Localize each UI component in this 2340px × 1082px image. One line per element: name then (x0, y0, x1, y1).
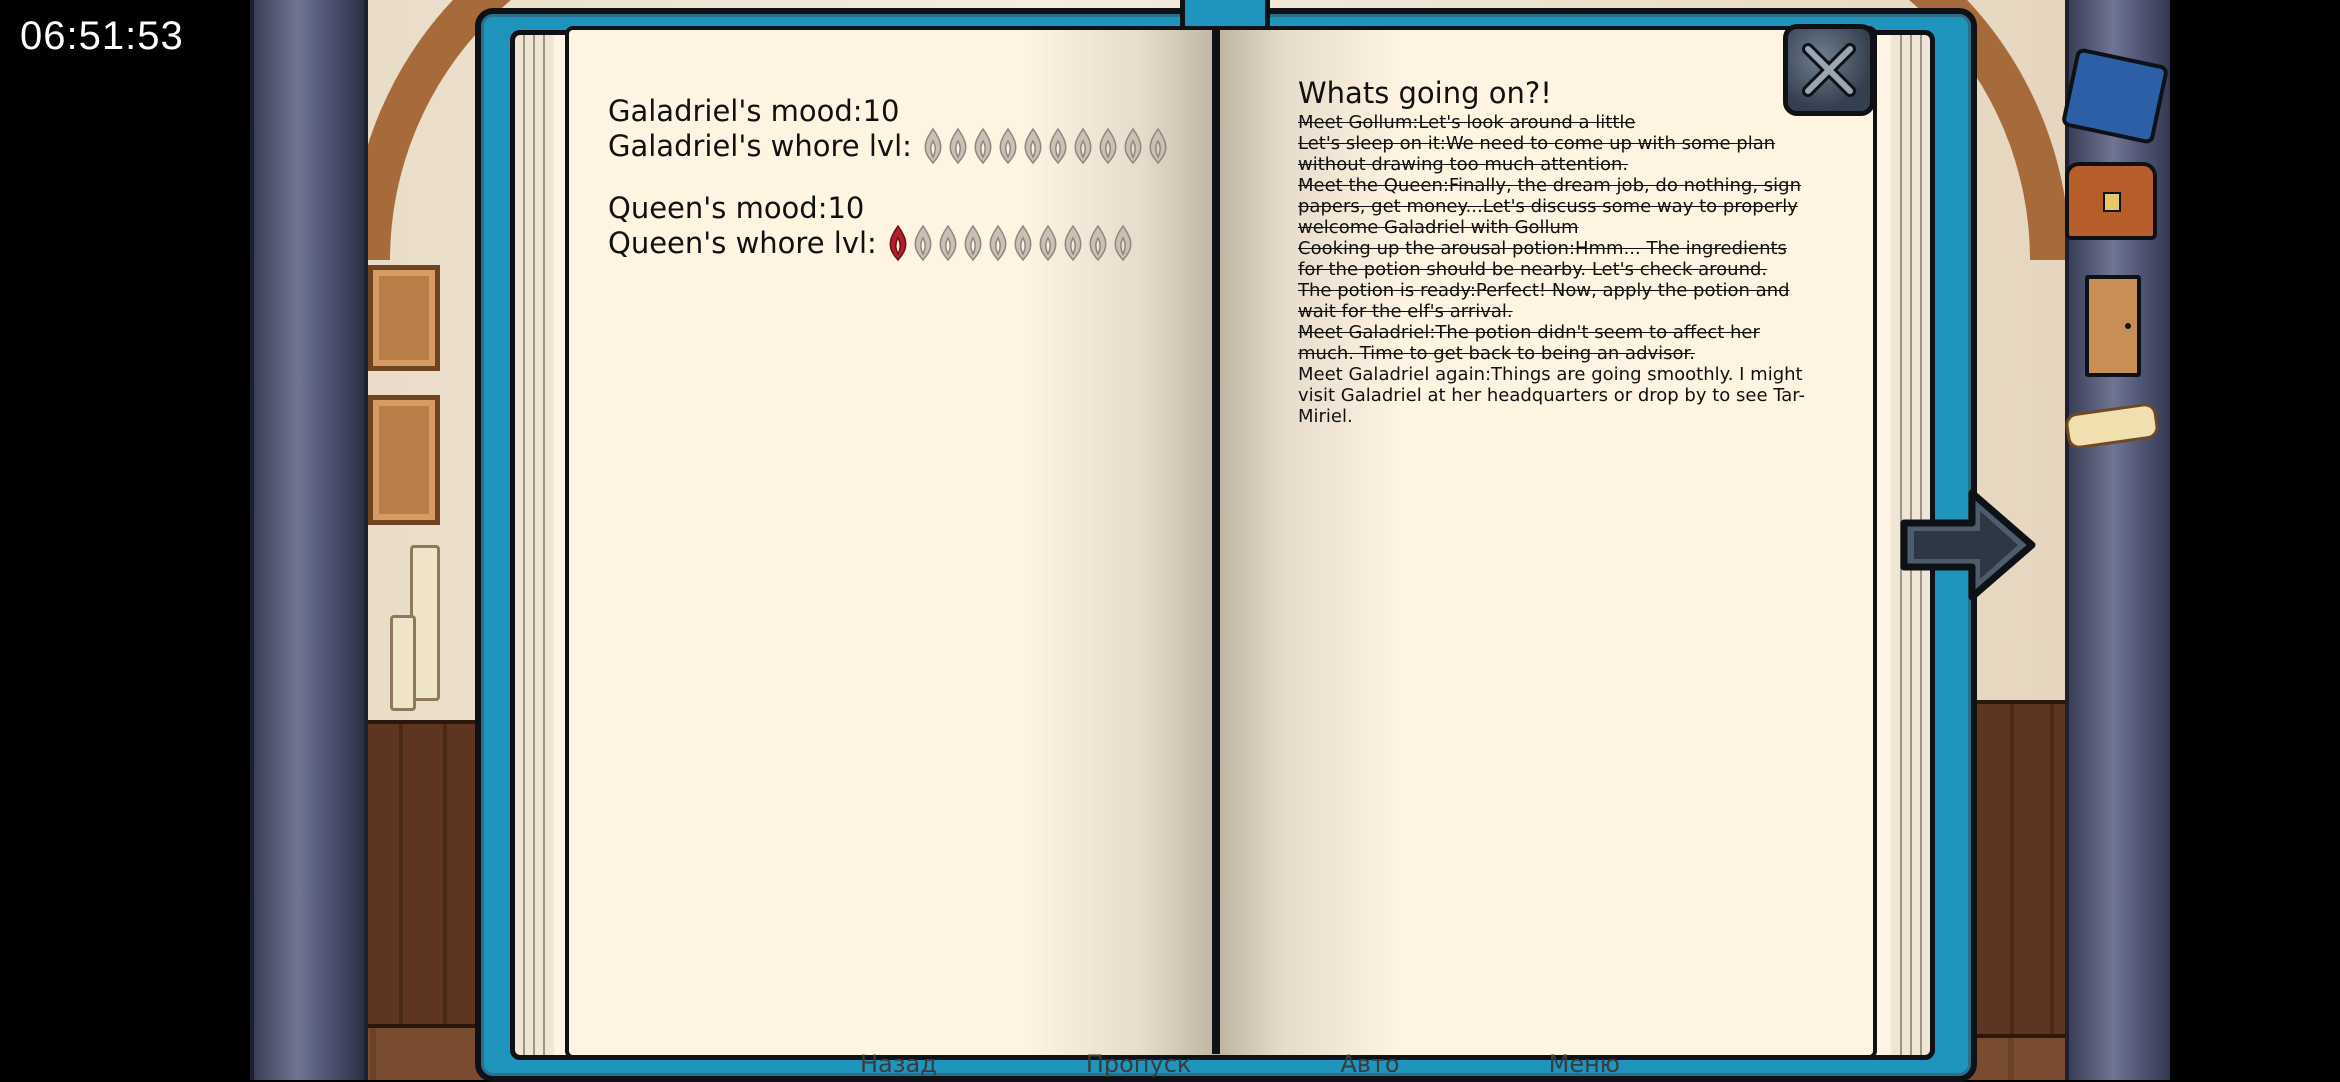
flame-icon (972, 127, 994, 165)
flame-icon (962, 224, 984, 262)
wall-frame (368, 395, 440, 525)
flame-icon (1122, 127, 1144, 165)
quest-entry-completed: Let's sleep on it:We need to come up with some plan without drawing too much attention. (1298, 133, 1776, 175)
character-stats (608, 96, 1169, 290)
status-clock: 06:51:53 (20, 14, 184, 58)
quest-entry-active: Meet Galadriel again:Things are going smoothly. I might visit Galadriel at her headquarters or drop by to see Tar-Miriel. (1298, 364, 1806, 427)
flame-icon (1012, 224, 1034, 262)
skip-button[interactable]: Пропуск (1085, 1050, 1192, 1078)
galadriel-stats (608, 96, 1169, 165)
stone-pillar (250, 0, 368, 1080)
flame-icon (1062, 224, 1084, 262)
chest-icon[interactable] (2065, 162, 2157, 240)
arrow-right-icon (1898, 485, 2038, 605)
galadriel-whore-label: Galadriel's whore lvl: (608, 128, 912, 163)
flame-icon (1112, 224, 1134, 262)
queen-stats (608, 193, 1169, 262)
flame-icon (922, 127, 944, 165)
galadriel-mood: Galadriel's mood:10 (608, 94, 900, 128)
queen-mood: Queen's mood:10 (608, 191, 865, 225)
close-button[interactable] (1783, 24, 1875, 116)
candle (390, 615, 416, 711)
auto-button[interactable]: Авто (1340, 1050, 1400, 1078)
book-spine (1212, 26, 1220, 1054)
flame-icon (997, 127, 1019, 165)
close-icon (1798, 39, 1860, 101)
quest-entry-completed: Meet Gollum:Let's look around a little (1298, 112, 1636, 133)
flame-icon (1147, 127, 1169, 165)
quick-menu (860, 1050, 1620, 1080)
flame-icon (912, 224, 934, 262)
flame-icon (887, 224, 909, 262)
quest-log (1298, 76, 1808, 427)
flame-icon (987, 224, 1009, 262)
next-page-button[interactable] (1898, 485, 2038, 605)
back-button[interactable]: Назад (860, 1050, 937, 1078)
galadriel-level-meter (922, 127, 1169, 165)
flame-icon (1037, 224, 1059, 262)
quest-list (1298, 112, 1808, 427)
wall-frame (368, 265, 440, 371)
door-icon[interactable] (2085, 275, 2141, 377)
quest-log-title: Whats going on?! (1298, 76, 1552, 110)
flame-icon (1047, 127, 1069, 165)
quest-entry-completed: Cooking up the arousal potion:Hmm... The ingredients for the potion should be nearby. Let's check around. (1298, 238, 1787, 280)
quest-entry-completed: The potion is ready:Perfect! Now, apply the potion and wait for the elf's arrival. (1298, 280, 1790, 322)
flame-icon (1072, 127, 1094, 165)
queen-level-meter (887, 224, 1134, 262)
queen-whore-label: Queen's whore lvl: (608, 225, 877, 260)
menu-button[interactable]: Меню (1548, 1050, 1620, 1078)
flame-icon (1087, 224, 1109, 262)
quest-entry-completed: Meet the Queen:Finally, the dream job, do nothing, sign papers, get money...Let's discuss some way to properly welcome Galadriel with Gollum (1298, 175, 1801, 238)
quest-entry-completed: Meet Galadriel:The potion didn't seem to affect her much. Time to get back to being an advisor. (1298, 322, 1760, 364)
flame-icon (947, 127, 969, 165)
flame-icon (937, 224, 959, 262)
flame-icon (1097, 127, 1119, 165)
flame-icon (1022, 127, 1044, 165)
